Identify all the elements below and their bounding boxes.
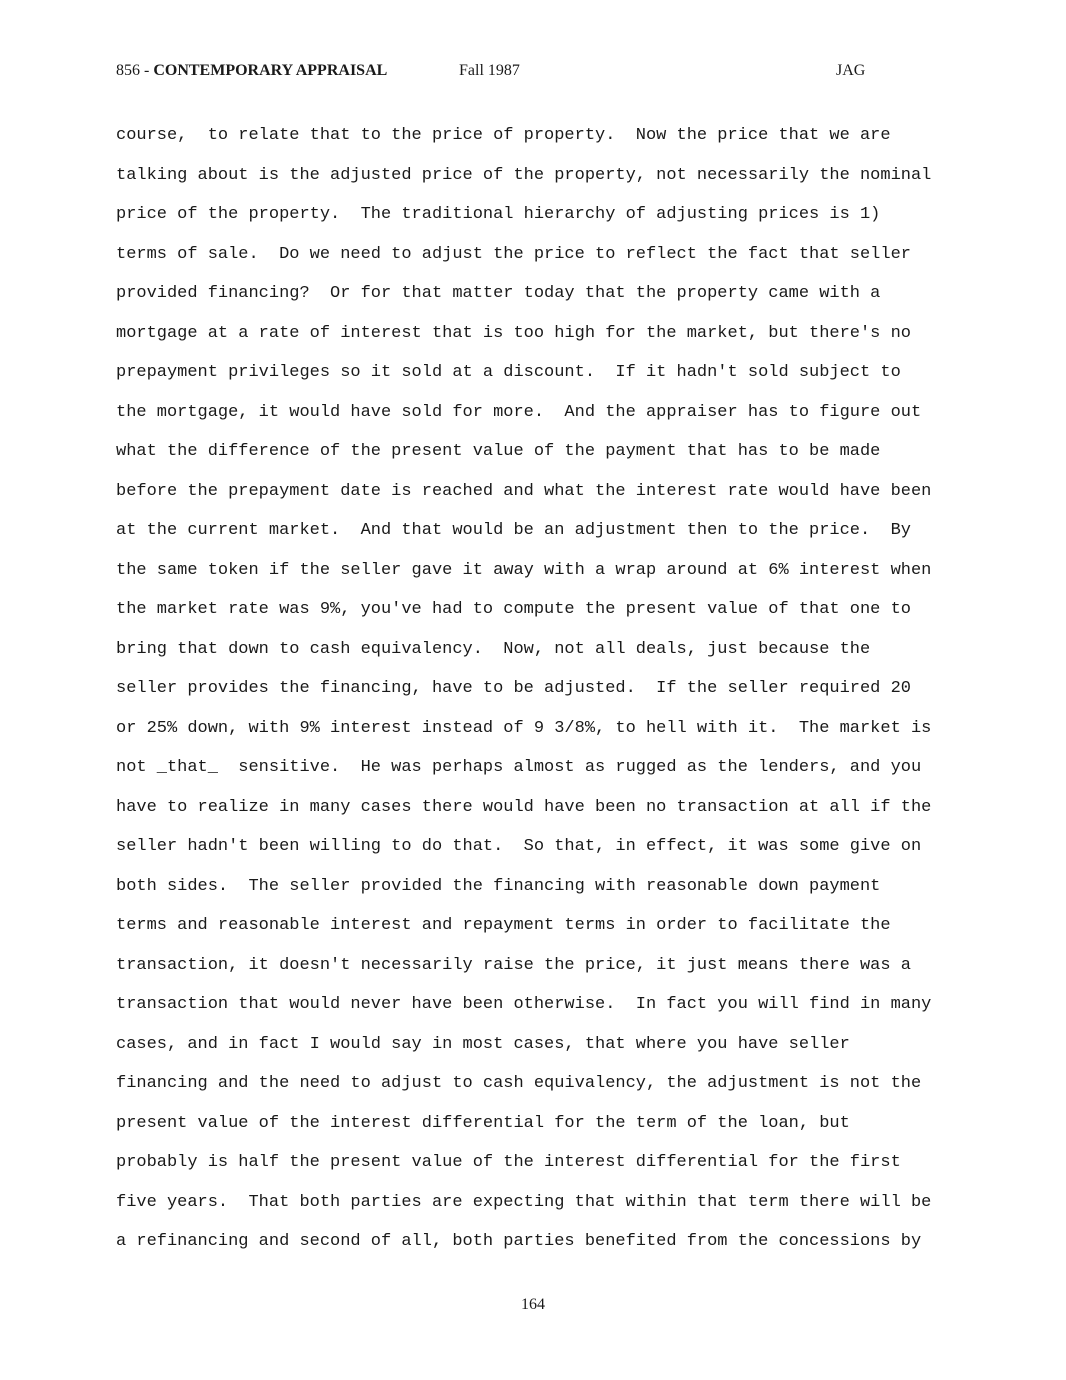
page-number: 164: [521, 1296, 545, 1313]
text-line: the same token if the seller gave it away with a wrap around at 6% interest when: [116, 560, 932, 580]
transcript-body: [116, 116, 976, 1262]
text-line: five years. That both parties are expecting that within that term there will be: [116, 1192, 932, 1212]
text-line: provided financing? Or for that matter today that the property came with a: [116, 284, 881, 303]
text-line: what the difference of the present value of the payment that has to be made: [116, 442, 881, 461]
text-line: seller hadn't been willing to do that. So that, in effect, it was some give on: [116, 837, 922, 856]
text-line: a refinancing and second of all, both parties benefited from the concessions by: [116, 1232, 922, 1251]
course-title: CONTEMPORARY APPRAISAL: [153, 62, 388, 79]
text-line: the market rate was 9%, you've had to compute the present value of that one to: [116, 600, 911, 619]
text-line: talking about is the adjusted price of the property, not necessarily the nominal: [116, 165, 932, 185]
text-line: financing and the need to adjust to cash equivalency, the adjustment is not the: [116, 1074, 922, 1093]
text-line: price of the property. The traditional hierarchy of adjusting prices is 1): [116, 205, 881, 224]
page-header: [0, 62, 1066, 86]
text-line: terms of sale. Do we need to adjust the price to reflect the fact that seller: [116, 244, 911, 264]
course-code: 856 -: [116, 62, 154, 79]
text-line: mortgage at a rate of interest that is too high for the market, but there's no: [116, 323, 911, 343]
text-line: have to realize in many cases there would have been no transaction at all if the: [116, 797, 932, 817]
text-line: not _that_ sensitive. He was perhaps almost as rugged as the lenders, and you: [116, 758, 922, 777]
text-line: prepayment privileges so it sold at a discount. If it hadn't sold subject to: [116, 363, 901, 382]
text-line: cases, and in fact I would say in most cases, that where you have seller: [116, 1034, 850, 1054]
text-line: transaction, it doesn't necessarily raise the price, it just means there was a: [116, 955, 911, 975]
text-line: present value of the interest differential for the term of the loan, but: [116, 1113, 850, 1133]
text-line: bring that down to cash equivalency. Now, not all deals, just because the: [116, 639, 871, 659]
term-label: Fall 1987: [459, 62, 520, 79]
author-initials: JAG: [836, 62, 866, 79]
text-line: seller provides the financing, have to be adjusted. If the seller required 20: [116, 679, 911, 698]
text-line: probably is half the present value of the interest differential for the first: [116, 1153, 901, 1172]
text-line: both sides. The seller provided the financing with reasonable down payment: [116, 876, 881, 896]
text-line: at the current market. And that would be an adjustment then to the price. By: [116, 521, 911, 540]
text-line: the mortgage, it would have sold for more. And the appraiser has to figure out: [116, 402, 922, 422]
text-line: course, to relate that to the price of property. Now the price that we are: [116, 126, 891, 145]
course-heading: [116, 62, 387, 80]
text-line: before the prepayment date is reached and what the interest rate would have been: [116, 481, 932, 501]
text-line: terms and reasonable interest and repayment terms in order to facilitate the: [116, 916, 891, 935]
text-line: or 25% down, with 9% interest instead of 9 3/8%, to hell with it. The market is: [116, 718, 932, 738]
text-line: transaction that would never have been otherwise. In fact you will find in many: [116, 995, 932, 1014]
